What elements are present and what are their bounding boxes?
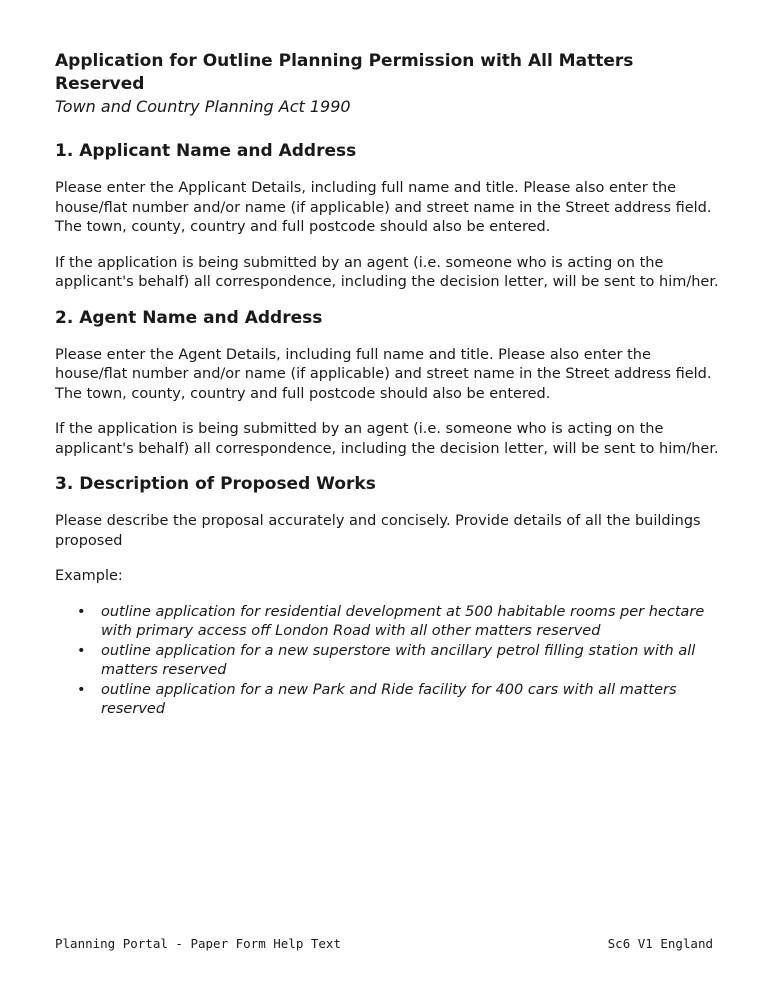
section-description (55, 473, 725, 720)
example-list (55, 603, 725, 720)
list-item (77, 681, 725, 720)
example-text: outline application for residential development at 500 habitable rooms per hectare with primary access off London Road with all other matters reserved (101, 603, 705, 639)
example-label: Example: (55, 568, 123, 584)
example-text: outline application for a new Park and Ride facility for 400 cars with all matters reserved (101, 681, 677, 717)
document-page (55, 50, 725, 720)
section-applicant (55, 140, 725, 293)
document-title: Application for Outline Planning Permission with All Matters Reserved (55, 51, 634, 94)
bullet-icon: • (77, 681, 86, 698)
section-paragraph: If the application is being submitted by an agent (i.e. someone who is acting on the applicant's behalf) all correspondence, including the decision letter, will be sent to him/her. (55, 254, 719, 290)
example-text: outline application for a new superstore with ancillary petrol filling station with all matters reserved (101, 642, 696, 678)
section-paragraph: If the application is being submitted by an agent (i.e. someone who is acting on the applicant's behalf) all correspondence, including the decision letter, will be sent to him/her. (55, 421, 719, 457)
footer-right-text: Sc6 V1 England (607, 936, 713, 951)
document-subtitle: Town and Country Planning Act 1990 (55, 97, 351, 116)
section-heading: 1. Applicant Name and Address (55, 141, 357, 161)
section-heading: 2. Agent Name and Address (55, 307, 323, 328)
section-heading: 3. Description of Proposed Works (55, 474, 376, 494)
bullet-icon: • (77, 642, 86, 659)
section-paragraph: Please enter the Agent Details, including full name and title. Please also enter the house/flat number and/or name (if applicable) and street name in the Street address field. The town, county, country and full postcode should also be entered. (55, 346, 712, 402)
list-item (77, 642, 725, 681)
section-paragraph: Please enter the Applicant Details, including full name and title. Please also enter the house/flat number and/or name (if applicable) and street name in the Street address field. The town, county, country and full postcode should also be entered. (55, 180, 712, 235)
section-paragraph: Please describe the proposal accurately and concisely. Provide details of all the buildings proposed (55, 513, 701, 549)
list-item (77, 603, 725, 642)
bullet-icon: • (77, 603, 86, 620)
footer-left-text: Planning Portal - Paper Form Help Text (55, 936, 341, 951)
section-agent (55, 307, 725, 460)
